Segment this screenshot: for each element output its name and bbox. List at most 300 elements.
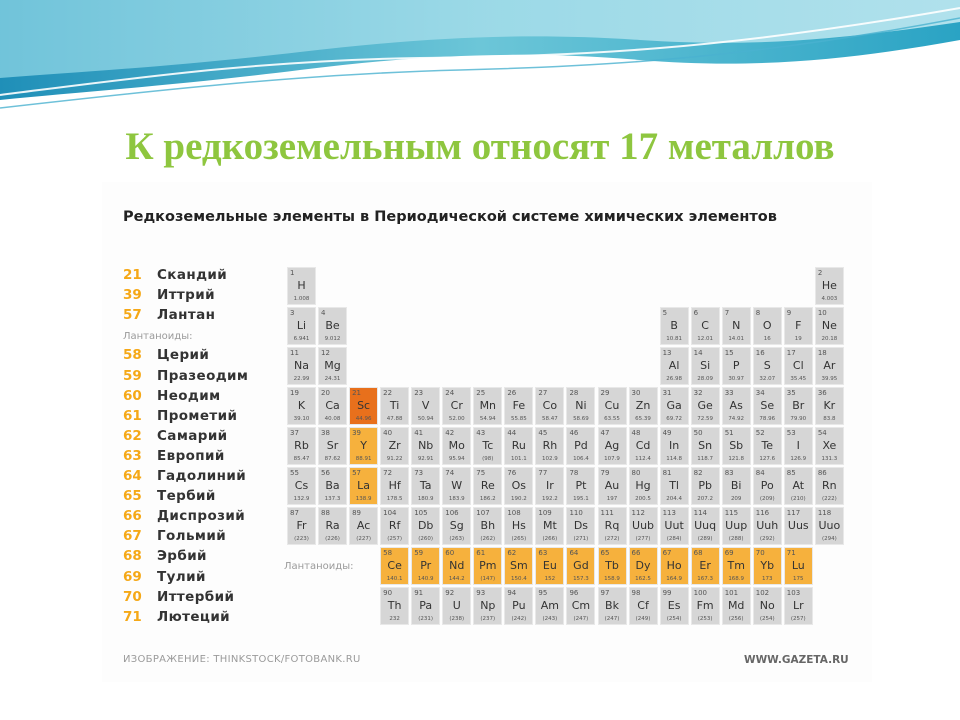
cell-symbol: As [729,399,743,412]
cell-atomic-mass: (294) [821,536,837,542]
cell-symbol: Fe [512,399,526,412]
cell-atomic-mass: 79.90 [790,416,807,422]
element-cell [349,387,378,425]
element-cell [349,507,378,545]
cell-symbol: Uub [632,519,655,532]
cell-atomic-number: 57 [352,469,362,477]
cell-atomic-number: 3 [290,309,295,317]
cell-atomic-mass: 12.01 [697,336,714,342]
element-cell [722,467,751,505]
cell-atomic-number: 10 [817,309,827,317]
cell-atomic-mass: 22.99 [293,376,310,382]
cell-atomic-number: 94 [507,589,517,597]
cell-atomic-number: 83 [724,469,734,477]
cell-atomic-number: 43 [476,429,486,437]
cell-atomic-number: 38 [321,429,330,437]
element-cell [722,307,751,345]
cell-atomic-mass: 63.55 [604,416,620,422]
cell-atomic-number: 93 [476,589,486,597]
element-cell [535,547,564,585]
element-cell [535,387,564,425]
cell-atomic-mass: (254) [666,616,682,622]
cell-symbol: Uuo [818,519,841,532]
element-cell [287,307,316,345]
element-cell [660,347,689,385]
cell-symbol: Mo [448,439,465,452]
cell-atomic-mass: 39.95 [821,376,838,382]
cell-atomic-mass: 35.45 [790,376,807,382]
element-cell [380,387,409,425]
cell-atomic-number: 85 [786,469,796,477]
element-cell [473,587,502,625]
cell-atomic-mass: (243) [542,616,558,622]
cell-atomic-mass: 107.9 [604,456,620,462]
cell-atomic-mass: 83.8 [823,416,836,422]
element-cell [722,427,751,465]
cell-atomic-mass: 101.1 [510,456,527,462]
cell-atomic-mass: 6.941 [293,336,310,342]
element-cell [473,467,502,505]
element-cell [287,347,316,385]
cell-atomic-mass: 16 [763,336,771,342]
element-cell [815,507,844,545]
element-cell [722,547,751,585]
element-cell [411,507,440,545]
cell-atomic-mass: 192.2 [542,496,558,502]
element-cell [784,587,813,625]
cell-atomic-number: 19 [290,389,299,397]
cell-symbol: Re [480,479,495,492]
cell-symbol: Bi [730,479,742,492]
cell-symbol: Cf [637,599,649,612]
cell-symbol: Fm [696,599,714,612]
atomic-number: 70 [123,588,142,605]
element-cell [287,387,316,425]
cell-symbol: Ar [823,359,836,372]
list-item [123,525,226,545]
cell-symbol: Cm [571,599,591,612]
list-item [123,304,215,324]
cell-symbol: Br [792,399,805,412]
cell-atomic-number: 1 [290,269,295,277]
figure-heading: Редкоземельные элементы в Периодической системе химических элементов [123,209,777,225]
element-cell [535,427,564,465]
element-cell [318,467,347,505]
cell-symbol: Zr [388,439,401,452]
cell-atomic-mass: 200.5 [635,496,651,502]
cell-symbol: Xe [822,439,837,452]
cell-atomic-mass: 14.01 [728,336,745,342]
cell-atomic-number: 22 [383,389,393,397]
cell-atomic-mass: 126.9 [790,456,807,462]
cell-symbol: Hs [511,519,526,532]
cell-symbol: Sb [729,439,744,452]
cell-symbol: Al [668,359,680,372]
cell-atomic-mass: (266) [542,536,558,542]
cell-atomic-number: 8 [755,309,761,317]
cell-atomic-mass: 127.6 [759,456,776,462]
cell-symbol: Ta [419,479,432,492]
element-cell [473,387,502,425]
cell-atomic-mass: (223) [294,536,309,542]
cell-atomic-mass: 58.69 [573,416,589,422]
cell-atomic-mass: 30.97 [728,376,745,382]
cell-atomic-number: 21 [352,389,362,397]
cell-atomic-number: 104 [383,509,397,517]
element-name: Иттербий [157,588,235,605]
cell-atomic-number: 60 [445,549,455,557]
cell-symbol: Ru [511,439,526,452]
element-cell [504,427,533,465]
cell-atomic-number: 11 [290,349,299,357]
cell-atomic-number: 23 [414,389,424,397]
cell-atomic-number: 67 [662,549,672,557]
cell-symbol: Fr [296,519,307,532]
cell-atomic-number: 106 [445,509,459,517]
cell-symbol: Rb [294,439,309,452]
list-item [123,365,248,385]
cell-symbol: Zn [635,399,651,412]
cell-atomic-number: 37 [290,429,299,437]
cell-symbol: Ti [389,399,400,412]
element-cell [504,507,533,545]
element-name: Прометий [157,407,238,424]
list-group-label [123,324,192,344]
cell-atomic-mass: 178.5 [386,496,403,502]
cell-symbol: Rn [822,479,837,492]
cell-symbol: He [821,279,837,292]
cell-atomic-mass: 138.9 [355,496,372,502]
cell-atomic-number: 48 [631,429,641,437]
cell-symbol: Cd [635,439,651,452]
element-cell [753,427,782,465]
cell-symbol: Ba [325,479,340,492]
list-item [123,586,234,606]
cell-atomic-mass: 197 [606,496,618,502]
element-cell [566,467,595,505]
element-cell [784,467,813,505]
cell-atomic-mass: (249) [635,616,651,622]
list-item [123,465,246,485]
cell-atomic-mass: 190.2 [510,496,527,502]
atomic-number: 60 [123,387,142,404]
cell-atomic-mass: (260) [418,536,434,542]
cell-atomic-number: 24 [445,389,455,397]
cell-atomic-number: 102 [755,589,770,597]
cell-atomic-mass: (254) [759,616,775,622]
cell-atomic-number: 82 [693,469,703,477]
cell-atomic-mass: (263) [449,536,465,542]
cell-atomic-mass: (247) [573,616,589,622]
atomic-number: 67 [123,528,142,545]
element-cell [318,427,347,465]
cell-atomic-number: 15 [724,349,734,357]
cell-atomic-mass: (210) [790,496,806,502]
cell-atomic-number: 55 [290,469,299,477]
cell-atomic-number: 46 [569,429,579,437]
cell-symbol: Eu [542,559,557,572]
cell-symbol: No [759,599,775,612]
element-cell [629,467,658,505]
list-item [123,485,216,505]
cell-atomic-mass: 131.3 [821,456,838,462]
cell-symbol: Au [604,479,620,492]
cell-symbol: Li [296,319,307,332]
cell-symbol: Db [417,519,434,532]
cell-symbol: Mn [479,399,497,412]
cell-atomic-mass: (277) [635,536,651,542]
element-cell [815,307,844,345]
element-cell [815,347,844,385]
cell-atomic-number: 65 [600,549,610,557]
cell-atomic-mass: 95.94 [448,456,465,462]
cell-atomic-number: 56 [321,469,330,477]
cell-symbol: Dy [635,559,651,572]
cell-atomic-mass: 183.9 [448,496,465,502]
cell-symbol: Pb [698,479,712,492]
cell-atomic-mass: (262) [480,536,496,542]
element-cell [380,427,409,465]
cell-atomic-number: 103 [786,589,801,597]
element-cell [318,507,347,545]
cell-atomic-number: 84 [755,469,765,477]
cell-atomic-mass: 232 [389,616,400,622]
cell-symbol: Ca [325,399,340,412]
atomic-number: 62 [123,427,142,444]
element-cell [815,387,844,425]
cell-symbol: Bk [605,599,619,612]
cell-atomic-mass: 173 [762,576,773,582]
cell-atomic-mass: 69.72 [666,416,682,422]
cell-atomic-number: 6 [693,309,699,317]
cell-atomic-mass: (226) [325,536,340,542]
cell-atomic-mass: (257) [387,536,403,542]
element-cell [660,387,689,425]
element-cell [473,507,502,545]
atomic-number: 71 [123,608,142,625]
element-cell [442,507,471,545]
cell-atomic-mass: 158.9 [604,576,620,582]
cell-symbol: W [451,479,463,492]
element-cell [287,507,316,545]
cell-symbol: Th [387,599,402,612]
cell-atomic-mass: 44.96 [355,416,372,422]
cell-atomic-mass: 20.18 [821,336,838,342]
cell-atomic-mass: 78.96 [759,416,776,422]
cell-atomic-number: 116 [755,509,770,517]
cell-atomic-number: 47 [600,429,610,437]
cell-atomic-number: 32 [693,389,703,397]
cell-atomic-number: 76 [507,469,517,477]
cell-atomic-number: 118 [817,509,832,517]
element-cell [753,507,782,545]
cell-symbol: O [762,319,772,332]
cell-symbol: I [796,439,800,452]
element-cell [629,387,658,425]
element-cell [442,387,471,425]
element-cell [473,547,502,585]
element-cell [473,427,502,465]
cell-atomic-number: 59 [414,549,424,557]
cell-symbol: Cu [604,399,620,412]
element-cell [722,347,751,385]
list-item [123,264,227,284]
cell-symbol: Lu [791,559,805,572]
cell-atomic-mass: 32.07 [759,376,776,382]
cell-atomic-number: 33 [724,389,734,397]
cell-atomic-number: 101 [724,589,739,597]
element-cell [691,427,720,465]
cell-atomic-number: 39 [352,429,362,437]
element-cell [349,427,378,465]
cell-symbol: Am [540,599,560,612]
cell-atomic-number: 66 [631,549,641,557]
element-name: Тулий [157,568,206,585]
cell-symbol: Md [727,599,745,612]
element-cell [504,387,533,425]
cell-atomic-mass: 157.3 [573,576,589,582]
cell-symbol: Hf [388,479,401,492]
cell-atomic-number: 30 [631,389,641,397]
cell-atomic-number: 110 [569,509,583,517]
atomic-number: 63 [123,447,142,464]
element-cell [380,587,409,625]
cell-atomic-number: 45 [538,429,548,437]
cell-symbol: Ag [604,439,620,452]
cell-symbol: Uuh [756,519,779,532]
cell-symbol: Te [761,439,774,452]
element-cell [629,507,658,545]
cell-symbol: Sg [449,519,464,532]
cell-atomic-mass: 137.3 [324,496,341,502]
cell-symbol: Ni [575,399,587,412]
cell-symbol: Ce [387,559,402,572]
element-cell [691,347,720,385]
element-cell [535,507,564,545]
cell-symbol: Mg [324,359,341,372]
cell-atomic-number: 35 [786,389,796,397]
cell-atomic-mass: 72.59 [697,416,714,422]
element-cell [442,467,471,505]
cell-symbol: Ir [546,479,554,492]
cell-atomic-number: 50 [693,429,703,437]
cell-atomic-mass: (288) [728,536,744,542]
element-cell [411,427,440,465]
cell-symbol: La [357,479,371,492]
cell-atomic-mass: (237) [480,616,496,622]
list-item [123,566,206,586]
element-cell [691,587,720,625]
element-cell [380,467,409,505]
cell-atomic-number: 52 [755,429,765,437]
element-name: Празеодим [157,367,249,384]
element-cell [753,467,782,505]
cell-atomic-number: 89 [352,509,362,517]
cell-symbol: C [701,319,709,332]
element-cell [753,387,782,425]
cell-atomic-mass: 140.1 [386,576,403,582]
cell-symbol: Uus [787,519,809,532]
cell-atomic-mass: 92.91 [417,456,434,462]
cell-atomic-mass: (227) [356,536,371,542]
element-cell [411,587,440,625]
cell-symbol: Uut [664,519,684,532]
cell-symbol: Er [699,559,711,572]
element-cell [566,427,595,465]
cell-atomic-number: 28 [569,389,579,397]
element-cell [815,267,844,305]
cell-atomic-mass: 55.85 [510,416,527,422]
cell-atomic-number: 107 [476,509,490,517]
element-cell [535,587,564,625]
cell-atomic-number: 117 [786,509,801,517]
element-cell [629,427,658,465]
element-cell [287,467,316,505]
cell-atomic-number: 92 [445,589,455,597]
element-cell [629,587,658,625]
element-cell [784,547,813,585]
element-cell [753,547,782,585]
cell-symbol: Sc [357,399,371,412]
cell-atomic-mass: 195.1 [573,496,589,502]
cell-atomic-number: 77 [538,469,548,477]
element-cell [753,587,782,625]
cell-symbol: Yb [760,559,775,572]
cell-atomic-mass: 164.9 [666,576,682,582]
cell-atomic-number: 44 [507,429,517,437]
cell-atomic-number: 90 [383,589,393,597]
element-cell [691,507,720,545]
source-url: WWW.GAZETA.RU [744,654,849,666]
cell-atomic-number: 61 [476,549,486,557]
cell-atomic-mass: 102.9 [542,456,558,462]
element-name: Неодим [157,387,221,404]
cell-atomic-number: 26 [507,389,517,397]
cell-atomic-mass: 204.4 [666,496,682,502]
cell-atomic-mass: 24.31 [324,376,341,382]
element-name: Европий [157,447,225,464]
cell-symbol: Sm [509,559,528,572]
cell-atomic-number: 108 [507,509,521,517]
cell-atomic-mass: (231) [418,616,434,622]
element-cell [566,387,595,425]
cell-atomic-number: 27 [538,389,548,397]
cell-atomic-number: 16 [755,349,765,357]
element-cell [784,507,813,545]
cell-atomic-mass: 88.91 [355,456,372,462]
element-cell [660,587,689,625]
cell-atomic-mass: 152 [544,576,556,582]
cell-symbol: Sr [326,439,339,452]
cell-symbol: Cl [792,359,804,372]
cell-atomic-number: 54 [817,429,827,437]
list-item [123,425,228,445]
cell-symbol: Co [542,399,558,412]
element-cell [660,307,689,345]
cell-atomic-number: 49 [662,429,672,437]
list-group-text: Лантаноиды: [123,331,193,343]
element-cell [598,387,627,425]
element-name: Самарий [157,427,228,444]
cell-symbol: Ga [666,399,682,412]
cell-atomic-number: 68 [693,549,703,557]
cell-symbol: Cs [294,479,309,492]
cell-atomic-number: 29 [600,389,610,397]
element-cell [442,547,471,585]
cell-atomic-mass: 50.94 [417,416,434,422]
cell-atomic-number: 78 [569,469,579,477]
cell-symbol: U [452,599,461,612]
